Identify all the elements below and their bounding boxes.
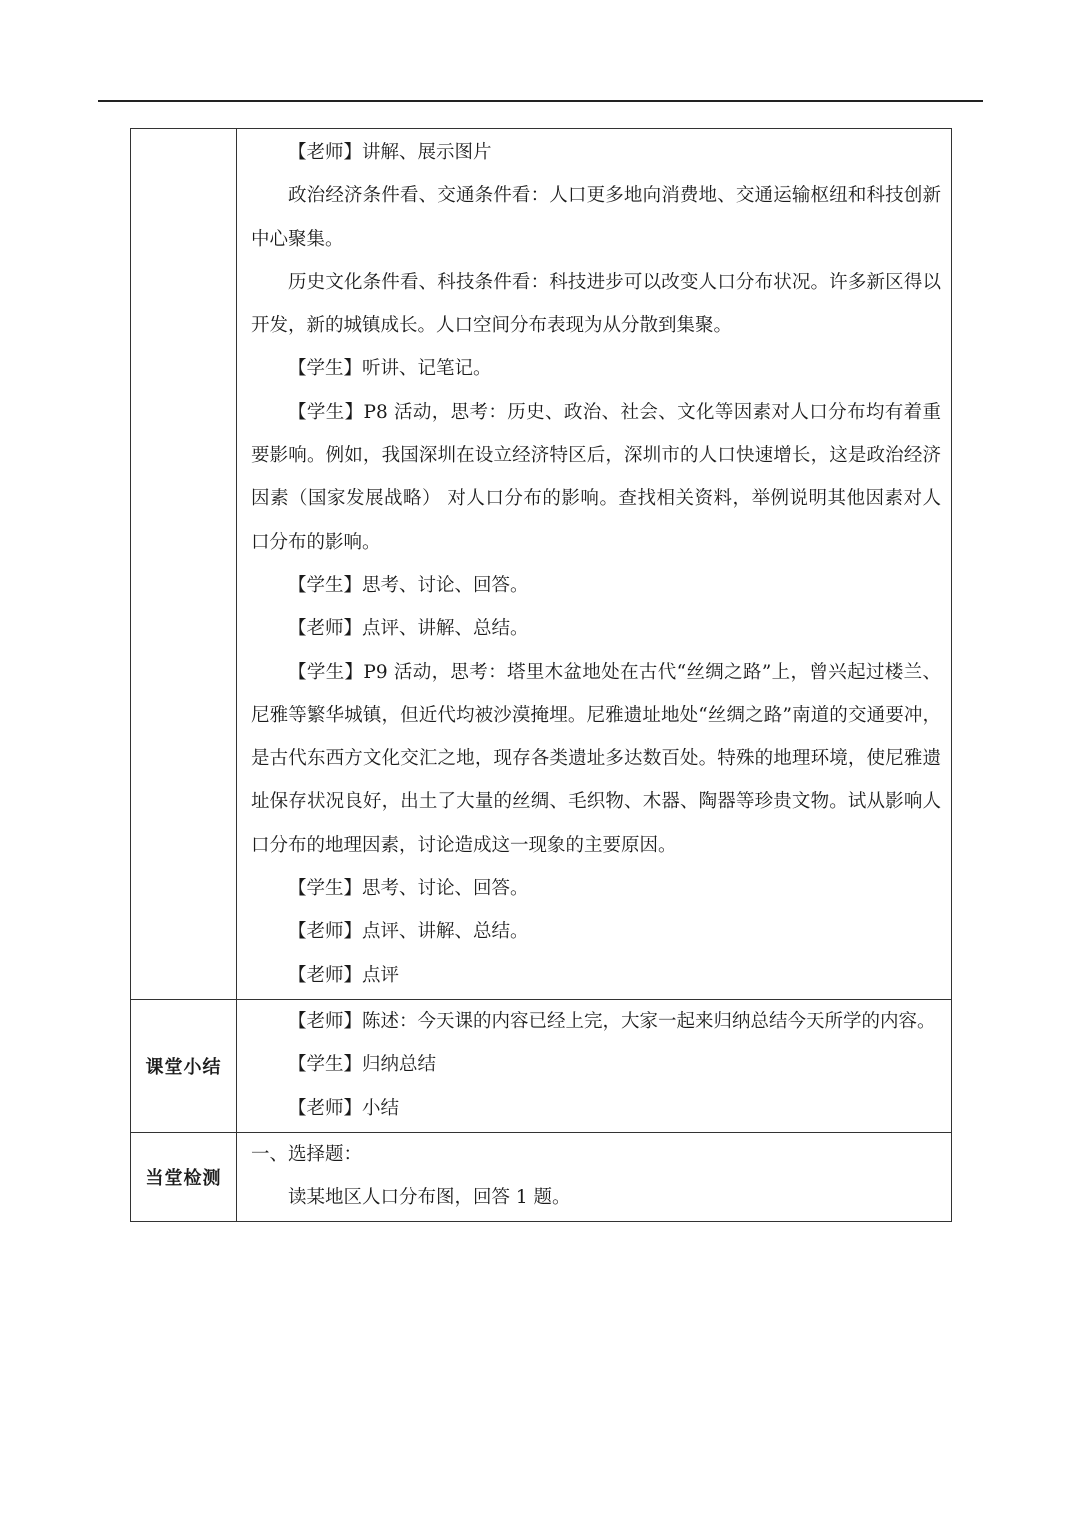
row-content-main — [237, 129, 952, 1000]
paragraph: 政治经济条件看、交通条件看：人口更多地向消费地、交通运输枢纽和科技创新中心聚集。 — [251, 185, 941, 250]
row-label-summary: 课堂小结 — [131, 999, 237, 1132]
paragraph: 【学生】P8 活动，思考：历史、政治、社会、文化等因素对人口分布均有着重要影响。例如，我国深圳在设立经济特区后，深圳市的人口快速增长，这是政治经济因素（国家发展战略） 对人口分布的影响。查找相关资料，举例说明其他因素对人口分布的影响。 — [251, 401, 941, 553]
paragraph: 读某地区人口分布图，回答 1 题。 — [288, 1187, 571, 1209]
row-content-summary — [237, 999, 952, 1132]
table-row-summary — [131, 999, 952, 1132]
paragraph: 【老师】陈述：今天课的内容已经上完，大家一起来归纳总结今天所学的内容。 — [288, 1010, 936, 1032]
header-rule — [98, 100, 983, 102]
paragraph: 【学生】P9 活动，思考：塔里木盆地处在古代“丝绸之路”上，曾兴起过楼兰、尼雅等繁华城镇，但近代均被沙漠掩埋。尼雅遗址地处“丝绸之路”南道的交通要冲，是古代东西方文化交汇之地，现存各类遗址多达数百处。特殊的地理环境，使尼雅遗址保存状况良好，出土了大量的丝绸、毛织物、木器、陶器等珍贵文物。试从影响人口分布的地理因素，讨论造成这一现象的主要原因。 — [251, 661, 941, 856]
paragraph: 一、选择题： — [251, 1143, 363, 1165]
paragraph: 【老师】点评、讲解、总结。 — [288, 618, 529, 640]
paragraph: 【老师】点评、讲解、总结。 — [288, 921, 529, 943]
paragraph: 【学生】归纳总结 — [288, 1054, 437, 1076]
table-row-main — [131, 129, 952, 1000]
paragraph: 【学生】思考、讨论、回答。 — [288, 878, 529, 900]
row-content-test — [237, 1132, 952, 1222]
paragraph: 【学生】听讲、记笔记。 — [288, 358, 492, 380]
paragraph: 【学生】思考、讨论、回答。 — [288, 574, 529, 596]
table-row-test — [131, 1132, 952, 1222]
row-label-test: 当堂检测 — [131, 1132, 237, 1222]
paragraph: 【老师】小结 — [288, 1097, 400, 1119]
row-label-main — [131, 129, 237, 1000]
paragraph: 历史文化条件看、科技条件看：科技进步可以改变人口分布状况。许多新区得以开发，新的城镇成长。人口空间分布表现为从分散到集聚。 — [251, 271, 941, 337]
paragraph: 【老师】点评 — [288, 964, 400, 986]
paragraph: 【老师】讲解、展示图片 — [288, 142, 492, 163]
lesson-plan-table — [130, 128, 952, 1222]
